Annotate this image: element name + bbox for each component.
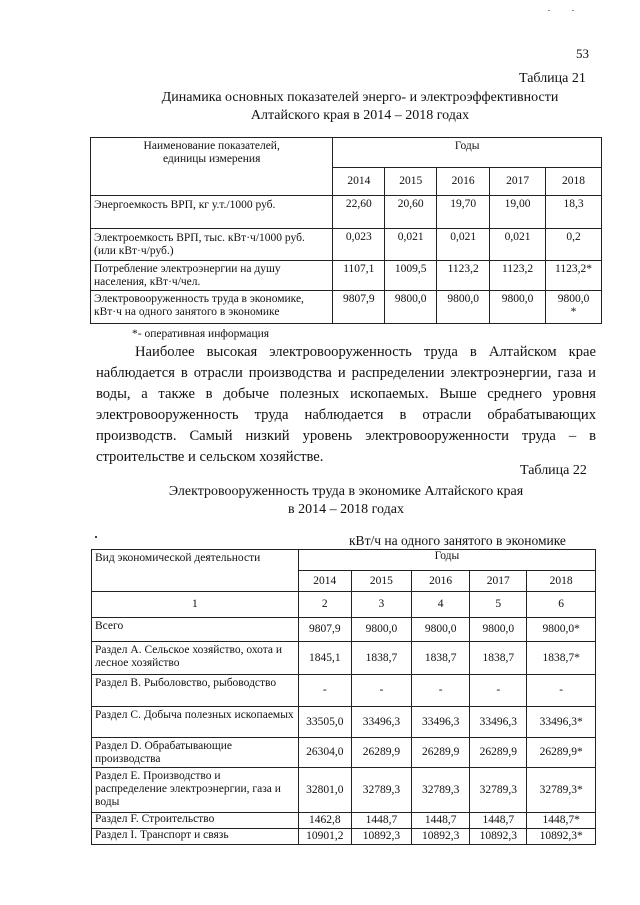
table21-row-name-line2: (или кВт·ч/руб.) <box>94 245 174 257</box>
table21-year: 2017 <box>490 168 546 196</box>
table22-colnum: 1 <box>92 592 299 618</box>
table21-cell: 19,70 <box>437 196 490 229</box>
table22-cell: 1448,7 <box>351 813 411 829</box>
table21-row-name: Энергоемкость ВРП, кг у.т./1000 руб. <box>91 196 333 229</box>
table22-cell: 9800,0* <box>527 618 596 642</box>
table22-year: 2014 <box>298 571 351 592</box>
table21-cell-note: * <box>570 306 577 318</box>
table21-row-name-line1: Электроемкость ВРП, тыс. кВт·ч/1000 руб. <box>94 232 305 244</box>
table22-cell: 10892,3 <box>470 829 527 845</box>
table21-caption: Таблица 21 <box>519 71 586 86</box>
table21-cell <box>546 291 602 324</box>
table22-row-name: Раздел Е. Производство и распределение электроэнергии, газа и воды <box>92 768 299 813</box>
table22-cell: - <box>298 675 351 707</box>
table21-cell: 0,021 <box>385 229 437 261</box>
table22-cell: 33505,0 <box>298 707 351 738</box>
table22-row-name: Раздел D. Обрабатывающие производства <box>92 738 299 768</box>
table21-cell: 9807,9 <box>333 291 385 324</box>
table21-cell: 22,60 <box>333 196 385 229</box>
table21-year: 2018 <box>546 168 602 196</box>
table22-cell: 1838,7 <box>412 642 470 675</box>
table22-cell: 1448,7 <box>412 813 470 829</box>
table21-row <box>91 291 602 324</box>
table21-cell: 1107,1 <box>333 261 385 291</box>
table22-header-activity: Вид экономической деятельности <box>92 550 299 592</box>
table22-cell: - <box>412 675 470 707</box>
table21-cell: 20,60 <box>385 196 437 229</box>
table22 <box>91 549 596 845</box>
table21-header-name-line1: Наименование показателей, <box>143 140 280 152</box>
table22-cell: 10892,3 <box>412 829 470 845</box>
table22-row-name: Раздел F. Строительство <box>92 813 299 829</box>
table22-row-name: Раздел I. Транспорт и связь <box>92 829 299 845</box>
table22-title <box>90 483 602 519</box>
table22-cell: 1845,1 <box>298 642 351 675</box>
table22-cell: 32789,3* <box>527 768 596 813</box>
table22-cell: 1838,7* <box>527 642 596 675</box>
table22-year: 2016 <box>412 571 470 592</box>
table21-cell: 1009,5 <box>385 261 437 291</box>
table22-cell: 1462,8 <box>298 813 351 829</box>
table21-row <box>91 196 602 229</box>
scan-mark <box>572 10 574 11</box>
table21-cell: 1123,2* <box>546 261 602 291</box>
table22-row <box>92 813 596 829</box>
table22-cell: 33496,3 <box>470 707 527 738</box>
paragraph-text: Наиболее высокая электровооруженность труда в Алтайском крае наблюдается в отрасли производства и распределении электроэнергии, газа и воды, а также в добыче полезных ископаемых. Выше среднего уровня электровооруженность труда наблюдается в отрасли обрабатывающих производств. Самый низкий уровень электровооруженности труда – в строительстве и сельском хозяйстве. <box>96 344 596 465</box>
table22-cell: - <box>351 675 411 707</box>
table21-row-name-line2: кВт·ч на одного занятого в экономике <box>94 306 280 318</box>
table21-year: 2016 <box>437 168 490 196</box>
table22-year: 2015 <box>351 571 411 592</box>
table22-row <box>92 707 596 738</box>
table21-header-name-line2: единицы измерения <box>162 153 261 165</box>
table21-cell: 9800,0 <box>385 291 437 324</box>
table22-cell: 10892,3 <box>351 829 411 845</box>
table22-cell: 9800,0 <box>470 618 527 642</box>
table22-caption: Таблица 22 <box>520 463 587 478</box>
table22-cell: 33496,3 <box>412 707 470 738</box>
table21-cell: 18,3 <box>546 196 602 229</box>
table21-cell-value: 9800,0 <box>557 293 590 305</box>
table22-cell: - <box>470 675 527 707</box>
table22-colnum: 2 <box>298 592 351 618</box>
table22-cell: 33496,3* <box>527 707 596 738</box>
table22-cell: 1448,7 <box>470 813 527 829</box>
table21-title <box>80 89 640 125</box>
table22-cell: 9807,9 <box>298 618 351 642</box>
table22-colnum: 6 <box>527 592 596 618</box>
table22-cell: 1838,7 <box>351 642 411 675</box>
table21-cell: 0,023 <box>333 229 385 261</box>
table22-title-line2: в 2014 – 2018 годах <box>288 502 404 517</box>
table22-cell: 1838,7 <box>470 642 527 675</box>
table22-title-line1: Электровооруженность труда в экономике Алтайского края <box>168 484 524 499</box>
table22-cell: 32801,0 <box>298 768 351 813</box>
table21-row <box>91 229 602 261</box>
table22-row <box>92 642 596 675</box>
table21-row-name <box>91 229 333 261</box>
table22-colnum-row <box>92 592 596 618</box>
table22-row <box>92 768 596 813</box>
table22-cell: 26289,9 <box>351 738 411 768</box>
table21-year: 2014 <box>333 168 385 196</box>
table21-header-name <box>91 138 333 196</box>
table22-year: 2017 <box>470 571 527 592</box>
table22-cell: 26289,9 <box>412 738 470 768</box>
table21-row-name-line2: населения, кВт·ч/чел. <box>94 276 201 288</box>
body-paragraph <box>96 342 596 468</box>
table21-title-line2: Алтайского края в 2014 – 2018 годах <box>250 108 470 123</box>
table21-cell: 0,2 <box>546 229 602 261</box>
table21-row-name-line1: Потребление электроэнергии на душу <box>94 263 281 275</box>
table22-year: 2018 <box>527 571 596 592</box>
table21-row-name <box>91 291 333 324</box>
table21-title-line1: Динамика основных показателей энерго- и электроэффективности <box>161 90 559 105</box>
table21-cell: 19,00 <box>490 196 546 229</box>
table21-cell: 9800,0 <box>490 291 546 324</box>
table22-colnum: 4 <box>412 592 470 618</box>
table22-cell: 32789,3 <box>351 768 411 813</box>
table22-cell: 1448,7* <box>527 813 596 829</box>
table22-cell: 26289,9* <box>527 738 596 768</box>
table22-unit: кВт/ч на одного занятого в экономике <box>349 533 566 548</box>
table21-cell: 0,021 <box>437 229 490 261</box>
table22-cell: 9800,0 <box>351 618 411 642</box>
scan-dot <box>95 536 97 538</box>
table22-cell: 9800,0 <box>412 618 470 642</box>
table22-cell: 10901,2 <box>298 829 351 845</box>
table22-header-row <box>92 550 596 571</box>
table21-year: 2015 <box>385 168 437 196</box>
table22-row-name: Раздел А. Сельское хозяйство, охота и лесное хозяйство <box>92 642 299 675</box>
table22-cell: 26289,9 <box>470 738 527 768</box>
table21-cell: 0,021 <box>490 229 546 261</box>
table21-row-name-line1: Электровооруженность труда в экономике, <box>94 293 304 305</box>
table22-row-name: Всего <box>92 618 299 642</box>
table22-row <box>92 618 596 642</box>
table22-row <box>92 675 596 707</box>
table22-cell: 33496,3 <box>351 707 411 738</box>
table21 <box>90 137 602 324</box>
table21-header-years: Годы <box>333 138 602 168</box>
table22-row-name: Раздел В. Рыболовство, рыбоводство <box>92 675 299 707</box>
table21-row <box>91 261 602 291</box>
page-number: 53 <box>576 46 589 61</box>
table21-cell: 1123,2 <box>490 261 546 291</box>
table22-cell: 26304,0 <box>298 738 351 768</box>
table22-row-name: Раздел С. Добыча полезных ископаемых <box>92 707 299 738</box>
table22-cell: 32789,3 <box>412 768 470 813</box>
table22-header-years: Годы <box>298 550 595 571</box>
table22-row <box>92 738 596 768</box>
table22-colnum: 3 <box>351 592 411 618</box>
table21-footnote: *- оперативная информация <box>132 328 270 340</box>
table21-header-row <box>91 138 602 168</box>
table21-row-name <box>91 261 333 291</box>
table22-cell: 32789,3 <box>470 768 527 813</box>
table22-row <box>92 829 596 845</box>
table22-colnum: 5 <box>470 592 527 618</box>
table22-cell: - <box>527 675 596 707</box>
scan-mark <box>548 10 550 11</box>
table21-cell: 1123,2 <box>437 261 490 291</box>
table22-cell: 10892,3* <box>527 829 596 845</box>
table21-cell: 9800,0 <box>437 291 490 324</box>
